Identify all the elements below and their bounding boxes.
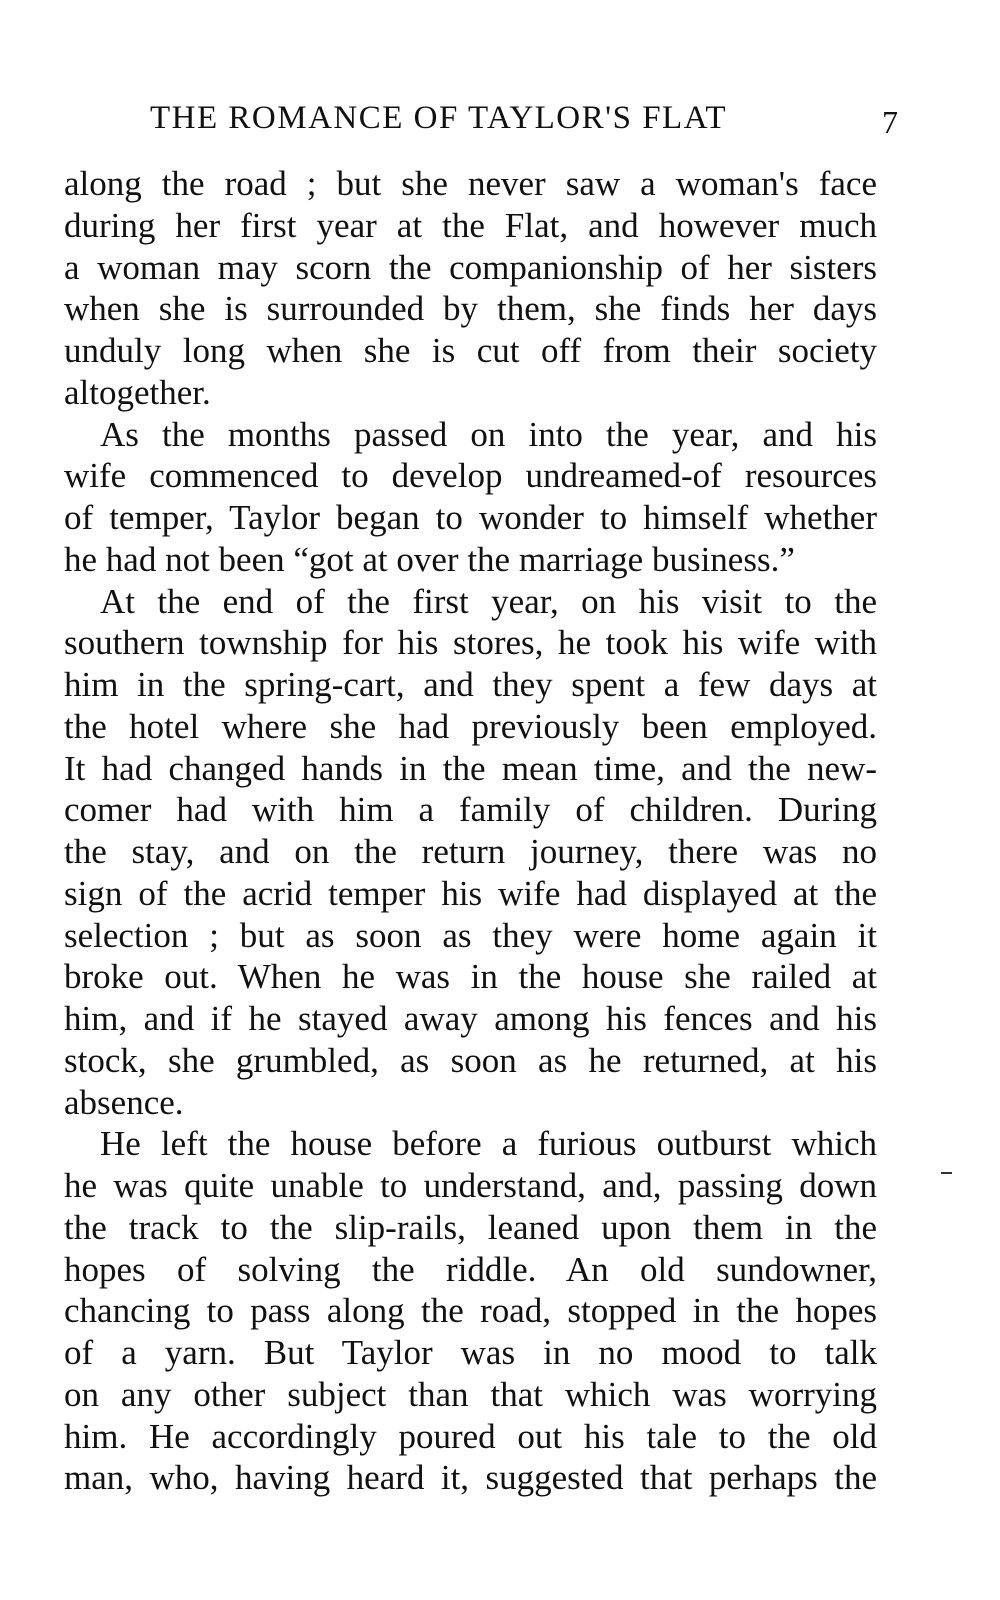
text-line: hopes of solving the riddle. An old sundowner, (64, 1249, 877, 1289)
text-line: broke out. When he was in the house she railed at (64, 957, 877, 997)
text-line: wife commenced to develop undreamed-of resources (64, 456, 877, 496)
text-line: on any other subject than that which was worrying (64, 1374, 877, 1414)
text-line: the hotel where she had previously been employed. (64, 706, 877, 746)
paragraph-3 (64, 581, 877, 1124)
text-line: a woman may scorn the companionship of her sisters (64, 247, 877, 287)
paragraph-2 (64, 414, 877, 581)
paragraph-1 (64, 163, 877, 414)
text-line: At the end of the first year, on his visit to the (100, 581, 877, 621)
running-head: THE ROMANCE OF TAYLOR'S FLAT (150, 100, 728, 136)
scan-speck (941, 1172, 952, 1174)
text-line: stock, she grumbled, as soon as he returned, at his (64, 1040, 877, 1080)
text-line: chancing to pass along the road, stopped in the hopes (64, 1291, 877, 1331)
page-number: 7 (882, 104, 898, 140)
text-line: sign of the acrid temper his wife had displayed at the (64, 873, 877, 913)
text-line: man, who, having heard it, suggested that perhaps the (64, 1458, 877, 1498)
text-line: he had not been “got at over the marriage business.” (64, 539, 795, 579)
text-line: of a yarn. But Taylor was in no mood to talk (64, 1333, 877, 1372)
text-line: him in the spring-cart, and they spent a few days at (64, 665, 877, 704)
text-line: he was quite unable to understand, and, passing down (64, 1166, 877, 1205)
text-line: the stay, and on the return journey, there was no (64, 832, 877, 871)
text-line: the track to the slip-rails, leaned upon them in the (64, 1207, 877, 1247)
text-line: unduly long when she is cut off from their society (64, 331, 877, 370)
text-line: along the road ; but she never saw a woman's face (64, 164, 877, 203)
text-line: comer had with him a family of children. During (64, 790, 877, 830)
text-line: absence. (64, 1082, 184, 1122)
text-line: during her first year at the Flat, and however much (64, 205, 877, 245)
text-line: He left the house before a furious outburst which (100, 1124, 877, 1164)
body-text (64, 163, 877, 1499)
text-line: him, and if he stayed away among his fences and his (64, 999, 877, 1038)
text-line: As the months passed on into the year, and his (100, 414, 877, 454)
paragraph-4 (64, 1123, 877, 1499)
text-line: him. He accordingly poured out his tale to the old (64, 1416, 877, 1456)
text-line: It had changed hands in the mean time, and the new- (64, 748, 877, 788)
text-line: southern township for his stores, he took his wife with (64, 623, 877, 663)
text-line: selection ; but as soon as they were home again it (64, 915, 877, 955)
text-line: when she is surrounded by them, she finds her days (64, 289, 877, 329)
text-line: of temper, Taylor began to wonder to himself whether (64, 498, 877, 537)
text-line: altogether. (64, 372, 211, 412)
